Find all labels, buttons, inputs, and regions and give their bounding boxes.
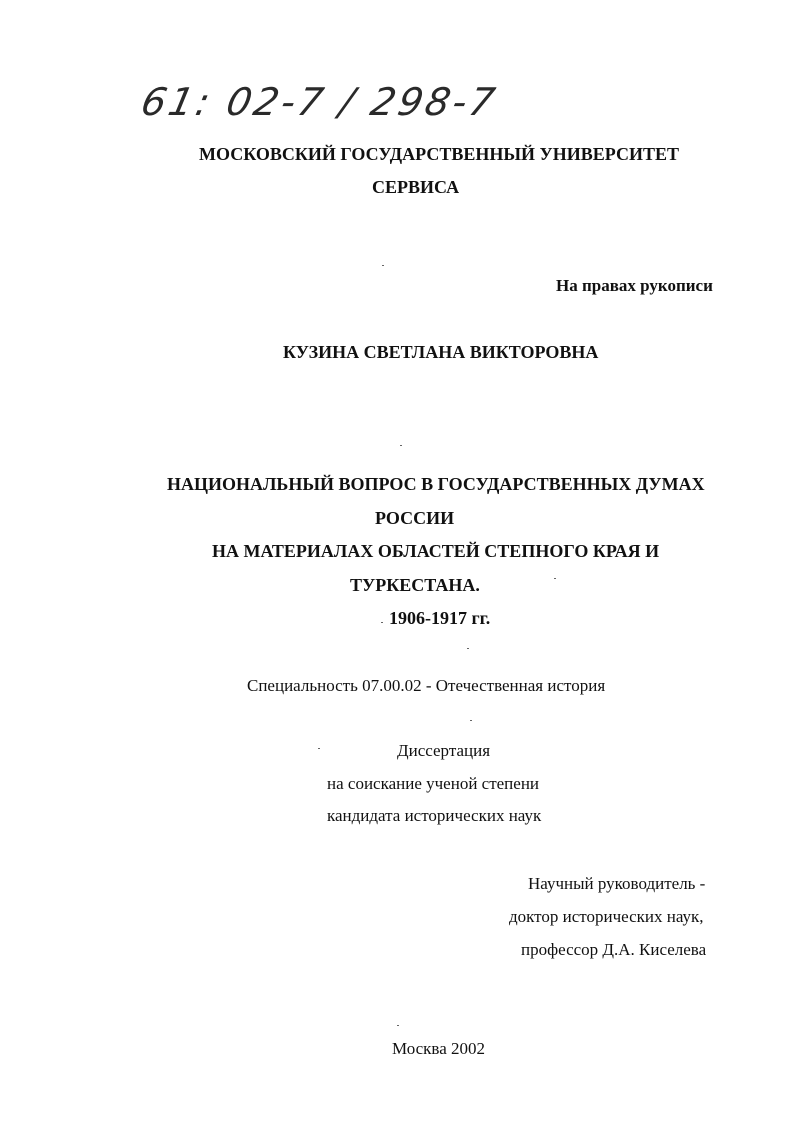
- title-line-3: НА МАТЕРИАЛАХ ОБЛАСТЕЙ СТЕПНОГО КРАЯ И: [212, 541, 660, 561]
- manuscript-rights-note: На правах рукописи: [556, 276, 713, 295]
- degree-line-1: Диссертация: [397, 741, 491, 760]
- degree-line-2: на соискание ученой степени: [327, 774, 540, 793]
- title-years: 1906-1917 гг.: [389, 608, 491, 628]
- supervisor-line-2: доктор исторических наук,: [509, 907, 704, 926]
- archive-stamp-handwritten: 61: 02-7 / 298-7: [137, 80, 502, 124]
- author-name: КУЗИНА СВЕТЛАНА ВИКТОРОВНА: [283, 342, 599, 362]
- scan-speck: [400, 445, 402, 446]
- place-year: Москва 2002: [392, 1039, 486, 1058]
- scan-speck: [554, 578, 556, 579]
- scan-speck: [381, 622, 383, 623]
- scan-speck: [397, 1025, 399, 1026]
- title-line-1: НАЦИОНАЛЬНЫЙ ВОПРОС В ГОСУДАРСТВЕННЫХ ДУМАХ: [167, 474, 705, 494]
- institution-line-1: МОСКОВСКИЙ ГОСУДАРСТВЕННЫЙ УНИВЕРСИТЕТ: [199, 144, 679, 164]
- degree-line-3: кандидата исторических наук: [327, 806, 542, 825]
- scan-speck: [318, 748, 320, 749]
- title-line-2: РОССИИ: [375, 508, 455, 528]
- scan-speck: [467, 648, 469, 649]
- scan-speck: [470, 720, 472, 721]
- supervisor-line-1: Научный руководитель -: [528, 874, 706, 893]
- scan-speck: [382, 265, 384, 266]
- title-line-4: ТУРКЕСТАНА.: [350, 575, 480, 595]
- supervisor-line-3: профессор Д.А. Киселева: [521, 940, 707, 959]
- institution-line-2: СЕРВИСА: [372, 177, 460, 197]
- specialty: Специальность 07.00.02 - Отечественная история: [247, 676, 606, 695]
